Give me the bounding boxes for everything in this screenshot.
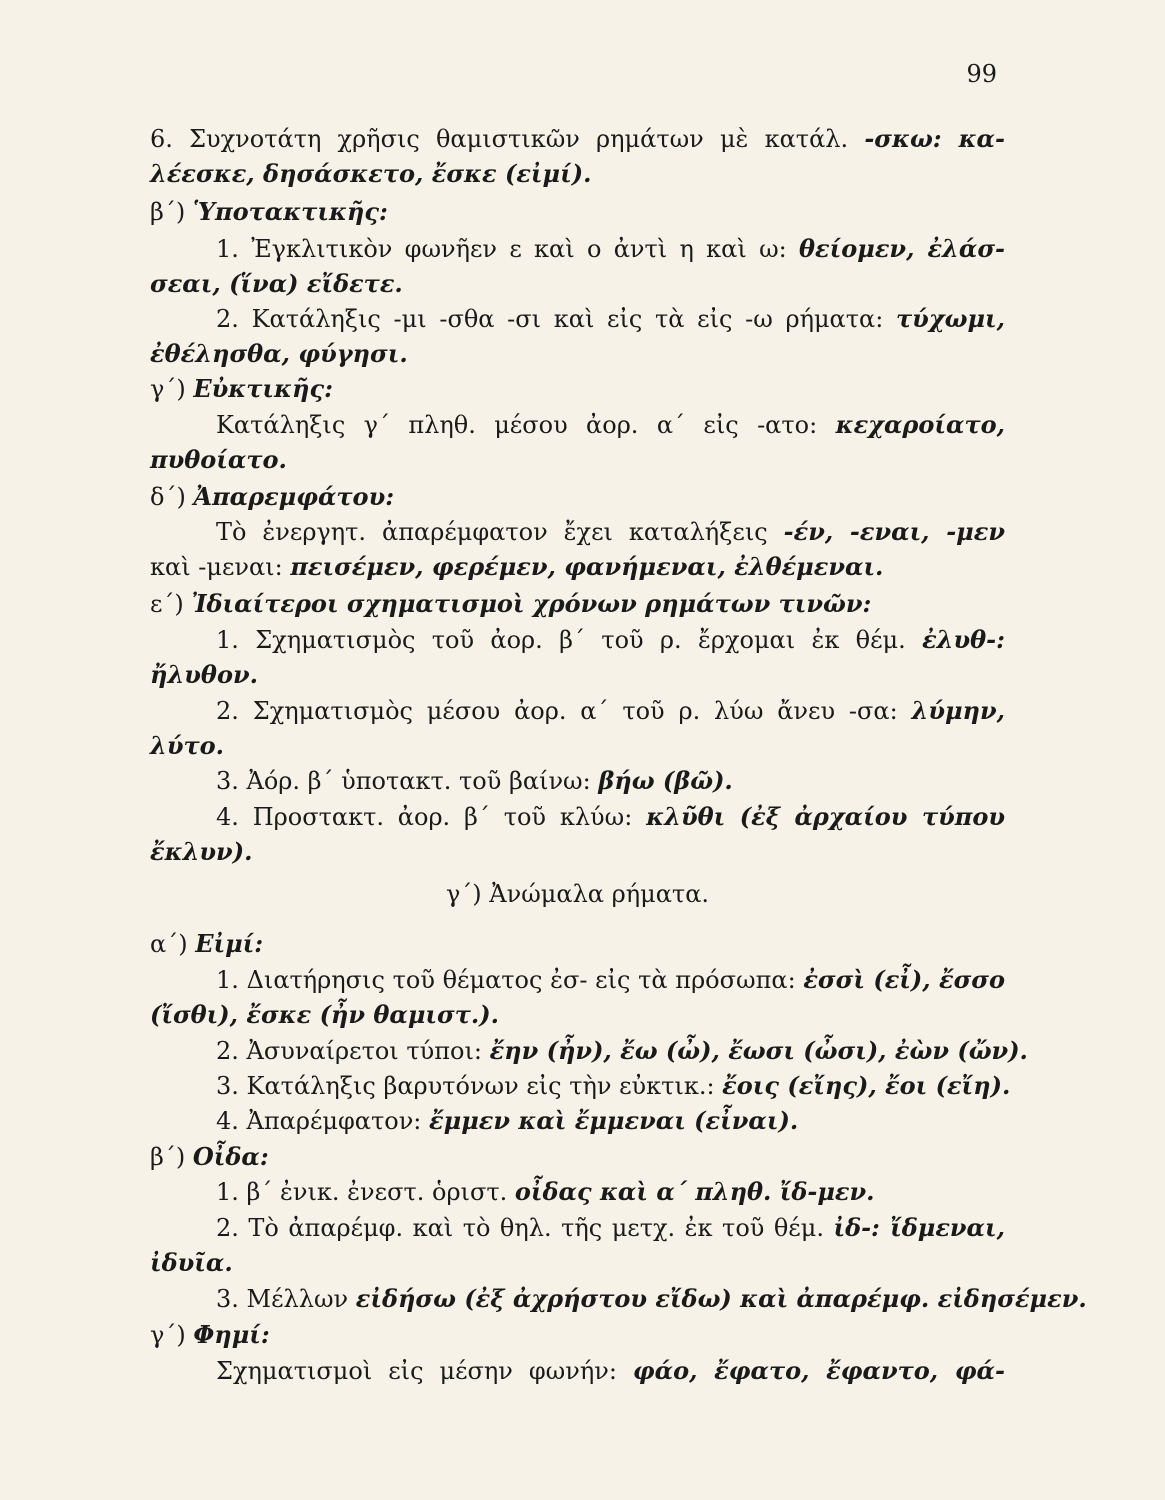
text-line: 3. Ἀόρ. β΄ ὑποτακτ. τοῦ βαίνω: βήω (βῶ). bbox=[216, 766, 733, 795]
text-line: Κατάληξις γ΄ πληθ. μέσου ἀορ. α΄ εἰς -ατο: κεχαροίατο, bbox=[216, 410, 1005, 439]
section-heading: ε΄) Ἰδιαίτεροι σχηματισμοὶ χρόνων ρημάτων τινῶν: bbox=[150, 589, 872, 618]
text-line: λύτο. bbox=[150, 731, 224, 760]
text-line: Τὸ ἐνεργητ. ἀπαρέμφατον ἔχει καταλήξεις -έν, -εναι, -μεν bbox=[216, 517, 1005, 546]
text-line: ἐθέλησθα, φύγησι. bbox=[150, 339, 408, 368]
text-line: 3. Μέλλων εἰδήσω (ἐξ ἀχρήστου εἴδω) καὶ ἀπαρέμφ. εἰδησέμεν. bbox=[216, 1284, 1087, 1313]
text-line: λέεσκε, δησάσκετο, ἔσκε (εἰμί). bbox=[150, 159, 592, 188]
text-line: 2. Ἀσυναίρετοι τύποι: ἔην (ἦν), ἔω (ὦ), ἔωσι (ὦσι), ἐὼν (ὤν). bbox=[216, 1036, 1028, 1065]
text-line: ἤλυθον. bbox=[150, 660, 258, 689]
section-heading: β΄) Ὑποτακτικῆς: bbox=[150, 197, 388, 226]
text-line: 1. Διατήρησις τοῦ θέματος ἐσ- εἰς τὰ πρόσωπα: ἐσσὶ (εἶ), ἔσσο bbox=[216, 965, 1006, 994]
section-heading: β΄) Οἶδα: bbox=[150, 1142, 269, 1171]
text-line: 1. β΄ ἐνικ. ἐνεστ. ὁριστ. οἶδας καὶ α΄ πληθ. ἴδ-μεν. bbox=[216, 1177, 875, 1206]
text-line: (ἴσθι), ἔσκε (ἦν θαμιστ.). bbox=[150, 1000, 499, 1029]
text-line: σεαι, (ἵνα) εἴδετε. bbox=[150, 269, 403, 298]
text-line: 6. Συχνοτάτη χρῆσις θαμιστικῶν ρημάτων μὲ κατάλ. -σκω: κα- bbox=[150, 124, 1005, 153]
text-line: 1. Ἐγκλιτικὸν φωνῆεν ε καὶ ο ἀντὶ η καὶ ω: θείομεν, ἐλάσ- bbox=[216, 234, 1005, 263]
text-line: 2. Σχηματισμὸς μέσου ἀορ. α΄ τοῦ ρ. λύω ἄνευ -σα: λύμην, bbox=[216, 696, 1005, 725]
section-heading: γ΄) Φημί: bbox=[150, 1320, 270, 1349]
section-heading: α΄) Εἰμί: bbox=[150, 929, 264, 958]
text-line: Σχηματισμοὶ εἰς μέσην φωνήν: φάο, ἔφατο, ἔφαντο, φά- bbox=[216, 1356, 1005, 1385]
text-line: 4. Προστακτ. ἀορ. β΄ τοῦ κλύω: κλῦθι (ἐξ ἀρχαίου τύπου bbox=[216, 802, 1005, 831]
section-heading: δ΄) Ἀπαρεμφάτου: bbox=[150, 482, 395, 511]
text-line: 3. Κατάληξις βαρυτόνων εἰς τὴν εὐκτικ.: ἔοις (εἴης), ἔοι (εἴη). bbox=[216, 1071, 1011, 1100]
text-line: 2. Κατάληξις -μι -σθα -σι καὶ εἰς τὰ εἰς -ω ρήματα: τύχωμι, bbox=[216, 304, 1005, 333]
text-line: ἔκλυν). bbox=[150, 837, 253, 866]
text-line: 4. Ἀπαρέμφατον: ἔμμεν καὶ ἔμμεναι (εἶναι). bbox=[216, 1106, 799, 1135]
text-line: 1. Σχηματισμὸς τοῦ ἀορ. β΄ τοῦ ρ. ἔρχομαι ἐκ θέμ. ἐλυθ-: bbox=[216, 625, 1005, 654]
text-line: καὶ -μεναι: πεισέμεν, φερέμεν, φανήμεναι, ἐλθέμεναι. bbox=[150, 552, 884, 581]
section-heading: γ΄) Εὐκτικῆς: bbox=[150, 374, 333, 403]
text-line: 2. Τὸ ἀπαρέμφ. καὶ τὸ θηλ. τῆς μετχ. ἐκ τοῦ θέμ. ἰδ-: ἴδμεναι, bbox=[216, 1213, 1005, 1242]
chapter-heading: γ΄) Ἀνώμαλα ρήματα. bbox=[445, 880, 710, 908]
page-number: 99 bbox=[966, 60, 997, 88]
text-line: ἰδυῖα. bbox=[150, 1248, 233, 1277]
text-line: πυθοίατο. bbox=[150, 445, 287, 474]
